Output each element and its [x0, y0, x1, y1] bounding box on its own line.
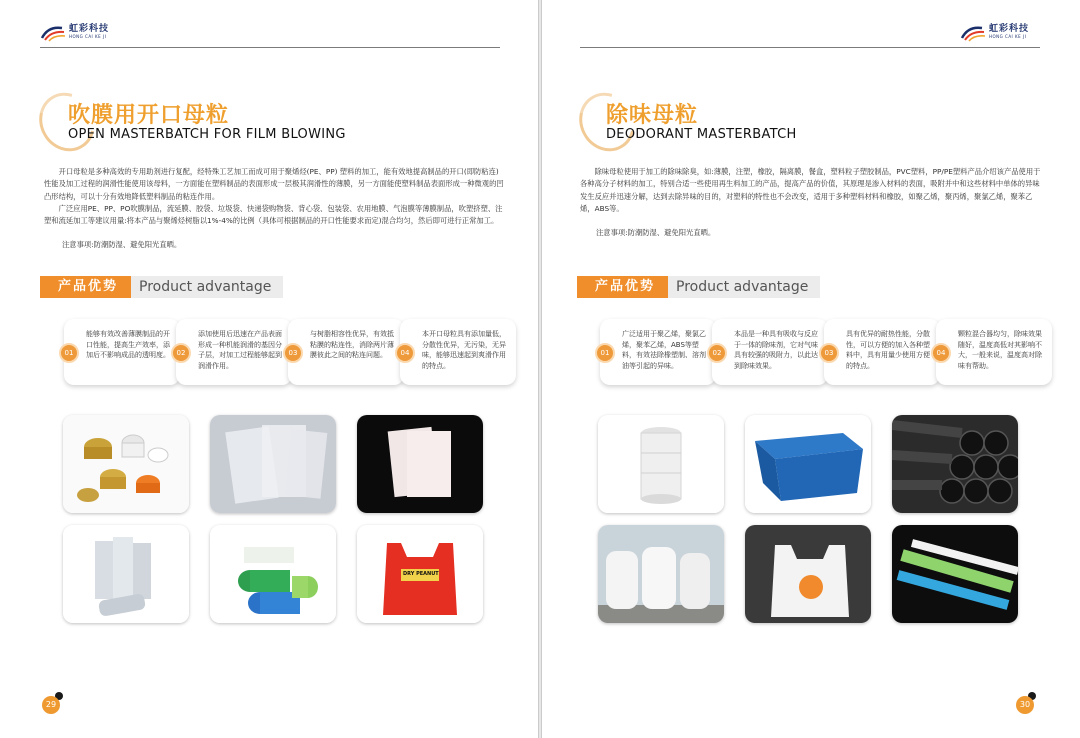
feature-card: [400, 319, 516, 385]
caution-note: 注意事项:防潮防湿、避免阳光直晒。: [596, 228, 716, 237]
caution-note: 注意事项:防潮防湿、避免阳光直晒。: [62, 240, 182, 249]
photo-water-tank: [598, 415, 724, 513]
logo-swoosh-icon: [40, 24, 66, 42]
feature-text: 添加使用后迅速在产品表面形成一种机能润滑的基因分子层，对加工过程能够起到润滑作用。: [198, 330, 282, 370]
feature-number-badge: 04: [931, 343, 951, 363]
feature-number-badge: 02: [707, 343, 727, 363]
feature-text: 广泛适用于聚乙烯，聚氯乙烯，聚苯乙烯，ABS等塑料，有效祛除橡塑制、溶剂油等引起的异味。: [622, 330, 706, 370]
feature-card: [288, 319, 404, 385]
photo-black-pipes: [892, 415, 1018, 513]
product-description: [44, 166, 506, 227]
product-description: [580, 166, 1042, 215]
advantage-title-chinese: 产品优势: [582, 276, 668, 298]
feature-number-badge: 02: [171, 343, 191, 363]
header-rule: [580, 47, 1040, 48]
photo-bottle-caps: [63, 415, 189, 513]
description-paragraph: 开口母粒是多种高效的专用助剂进行复配，经特殊工艺加工而成可用于聚烯烃(PE、PP) 塑料的加工，能有效地提高制品的开口(即防粘连)性能及加工过程的润滑性能使用该母料，一方面能在塑料制品的表面形成一层极其润滑性的薄膜，另一方面能使塑料制品表面形成一种微观的凹凸形结构，可以十分有效地降低塑料制品的粘连作用。: [44, 167, 504, 201]
feature-card: [936, 319, 1052, 385]
logo-chinese: 虹彩科技: [69, 24, 110, 34]
photo-clear-zip-bags: [210, 415, 336, 513]
right-page: [542, 0, 1080, 738]
left-page: [0, 0, 538, 738]
feature-text: 颗粒混合器均匀，除味效果随好，温度高低对其影响不大，一般来说，温度高对除味有帮助。: [958, 330, 1042, 370]
logo-pinyin: HONG CAI KE JI: [69, 34, 107, 39]
feature-text: 具有优异的耐热性能，分散性，可以方便的加入各种塑料中，具有用量少使用方便的特点。: [846, 330, 930, 370]
bag-print-text: DRY PEANUT: [403, 571, 439, 577]
description-paragraph: 广泛应用PE、PP、PO吹膜制品，流延膜、胶袋、垃圾袋、快递袋购物袋、背心袋、包装袋、农用地膜、气泡膜等薄膜制品，吹塑挤塑、注塑和流延加工等建议用量:将本产品与聚烯烃树脂以1%-4%的比例（具体可根据制品的开口性能要求而定)混合均匀，然后即可进行正常加工。: [44, 203, 503, 226]
feature-card: [176, 319, 292, 385]
photo-colored-pipes: [892, 525, 1018, 623]
logo-chinese: 虹彩科技: [989, 24, 1030, 34]
feature-number-badge: 03: [819, 343, 839, 363]
photo-white-film-bags: [357, 415, 483, 513]
page-number: 29: [42, 696, 60, 714]
logo-pinyin: HONG CAI KE JI: [989, 34, 1027, 39]
page-number: 30: [1016, 696, 1034, 714]
photo-printed-bags: [745, 525, 871, 623]
photo-red-shopping-bag: [357, 525, 483, 623]
company-logo: [960, 24, 1029, 42]
feature-card: [824, 319, 940, 385]
feature-text: 本品是一种具有吸收与反应于一体的除味剂，它对气味具有较强的吸附力，以此达到除味效果。: [734, 330, 818, 370]
feature-text: 与树脂相容性优异，有效抵粘膜的粘连性，消除两片薄膜彼此之间的粘连问题。: [310, 330, 394, 359]
advantage-title-english: Product advantage: [668, 276, 820, 298]
photo-garbage-bag-rolls: [210, 525, 336, 623]
page-title-english: OPEN MASTERBATCH FOR FILM BLOWING: [68, 127, 346, 142]
photo-storage-tanks: [598, 525, 724, 623]
feature-text: 本开口母粒具有添加量低，分散性优异，无污染，无异味，能够迅速起到爽滑作用的特点。: [422, 330, 506, 370]
page-title-english: DEODORANT MASTERBATCH: [606, 127, 797, 142]
feature-card: [64, 319, 180, 385]
page-title-chinese: 除味母粒: [606, 103, 699, 128]
advantage-title-english: Product advantage: [131, 276, 283, 298]
photo-blue-crate: [745, 415, 871, 513]
feature-card: [600, 319, 716, 385]
advantage-title-chinese: 产品优势: [45, 276, 131, 298]
page-title-chinese: 吹膜用开口母粒: [68, 103, 230, 128]
feature-number-badge: 04: [395, 343, 415, 363]
company-logo: [40, 24, 109, 42]
feature-text: 能够有效改善薄膜制品的开口性能，提高生产效率，添加后不影响成品的透明度。: [86, 330, 170, 359]
feature-number-badge: 01: [595, 343, 615, 363]
description-paragraph: 除味母粒使用于加工的除味除臭，如:薄膜，注塑，橡胶，隔离膜，餐盒，塑料粒子塑胶制品，PVC塑料，PP/PE塑料产品介绍该产品使用于各种高分子材料的加工，特别合适一些使用再生料加工的产品，提高产品的价值，其原理是渗入材料的表面，吸附并中和这些材料中单体的异味发生反应并迅速分解，达到去除异味的目的，对塑料的特性也不会改变，适用于多种塑料材料和橡胶，如聚乙烯，聚丙烯，聚氯乙烯，聚苯乙烯，ABS等。: [580, 167, 1041, 213]
logo-swoosh-icon: [960, 24, 986, 42]
header-rule: [40, 47, 500, 48]
feature-number-badge: 01: [59, 343, 79, 363]
photo-stretch-film-rolls: [63, 525, 189, 623]
feature-card: [712, 319, 828, 385]
feature-number-badge: 03: [283, 343, 303, 363]
